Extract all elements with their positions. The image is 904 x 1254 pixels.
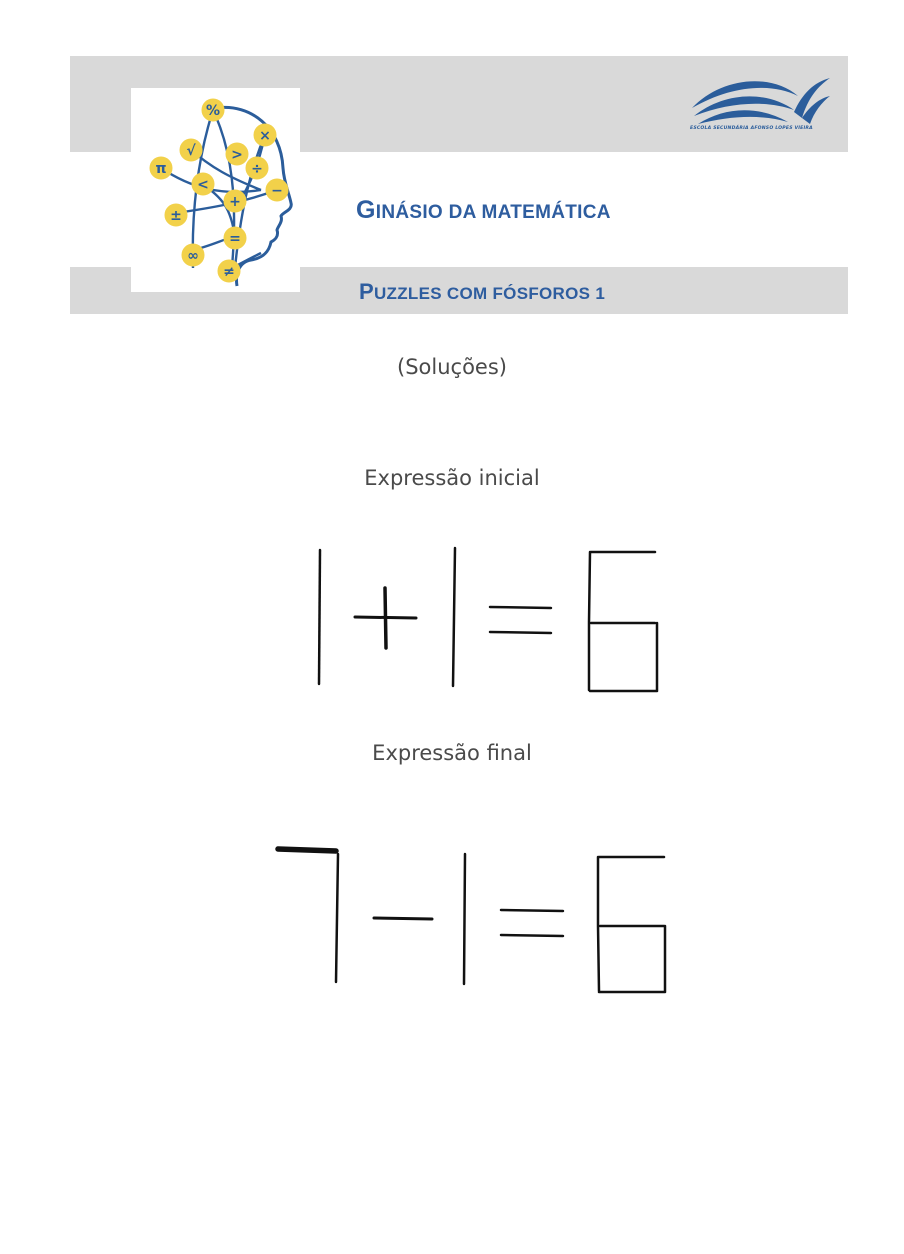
title-rest: INÁSIO DA MATEMÁTICA xyxy=(375,202,611,223)
match-stick xyxy=(490,632,551,633)
title-initial: G xyxy=(356,196,376,224)
subtitle-initial: P xyxy=(359,279,374,304)
match-stick xyxy=(278,849,336,851)
svg-text:<: < xyxy=(197,177,209,193)
match-stick xyxy=(385,588,386,648)
svg-text:=: = xyxy=(229,231,241,247)
svg-text:±: ± xyxy=(170,208,182,224)
match-stick xyxy=(319,550,320,684)
head-math-logo-icon xyxy=(131,88,300,292)
svg-text:%: % xyxy=(205,103,221,119)
match-stick xyxy=(501,935,563,936)
match-stick xyxy=(464,854,465,984)
gym-logo xyxy=(131,88,300,292)
solutions-label: (Soluções) xyxy=(397,355,507,379)
svg-text:×: × xyxy=(259,128,271,144)
svg-text:+: + xyxy=(229,194,241,210)
initial-expression-matches xyxy=(300,530,680,720)
match-stick xyxy=(490,607,551,608)
match-stick xyxy=(598,926,599,991)
match-stick xyxy=(589,552,590,622)
svg-text:÷: ÷ xyxy=(251,161,263,177)
match-stick xyxy=(453,548,455,686)
svg-text:>: > xyxy=(231,147,243,163)
svg-text:π: π xyxy=(155,161,167,177)
page-subtitle xyxy=(359,279,605,305)
initial-expression-label: Expressão inicial xyxy=(364,466,540,490)
match-stick xyxy=(501,910,563,911)
svg-text:∞: ∞ xyxy=(187,248,199,264)
page-title xyxy=(356,196,611,225)
match-stick xyxy=(374,918,432,919)
svg-text:√: √ xyxy=(186,143,196,159)
svg-text:−: − xyxy=(271,183,283,199)
final-expression-label: Expressão final xyxy=(372,741,532,765)
svg-text:≠: ≠ xyxy=(223,264,235,280)
subtitle-rest: UZZLES COM FÓSFOROS 1 xyxy=(373,284,606,303)
school-caption: ESCOLA SECUNDÁRIA AFONSO LOPES VIEIRA xyxy=(690,126,813,131)
match-stick xyxy=(336,854,338,982)
final-expression-matches xyxy=(266,840,676,1000)
